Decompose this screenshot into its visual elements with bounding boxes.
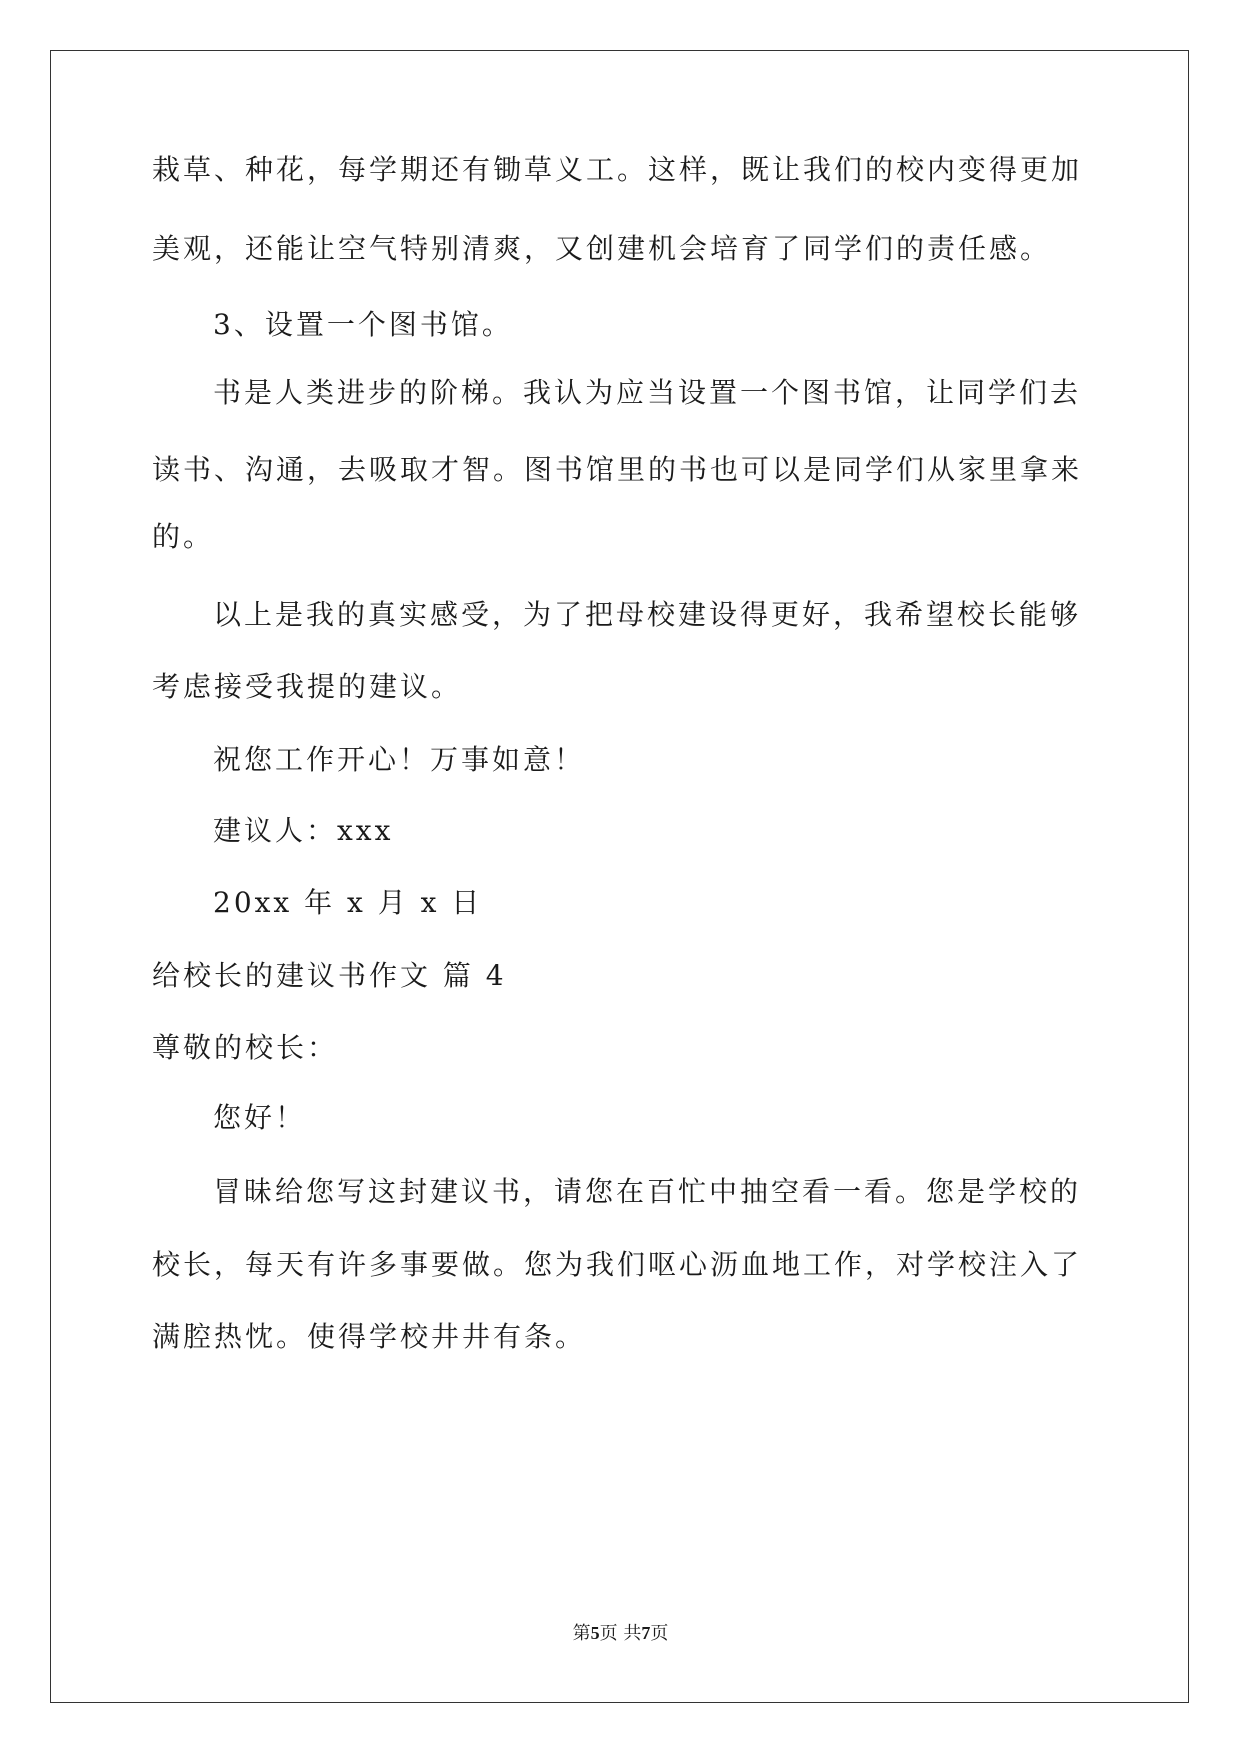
section-heading: 3、设置一个图书馆。 [213, 308, 513, 341]
greeting: 您好！ [213, 1101, 307, 1134]
page-border [50, 50, 1189, 1703]
footer-mid: 页 共 [599, 1623, 642, 1644]
closing-wish: 祝您工作开心！万事如意！ [213, 743, 586, 776]
body-line: 书是人类进步的阶梯。我认为应当设置一个图书馆，让同学们去 [213, 376, 1082, 409]
body-line: 栽草、种花，每学期还有锄草义工。这样，既让我们的校内变得更加 [152, 153, 1083, 186]
body-line: 校长，每天有许多事要做。您为我们呕心沥血地工作，对学校注入了 [152, 1248, 1083, 1281]
body-line: 美观，还能让空气特别清爽，又创建机会培育了同学们的责任感。 [152, 232, 1052, 265]
body-line: 满腔热忱。使得学校井井有条。 [152, 1320, 587, 1353]
footer-prefix: 第 [572, 1623, 591, 1644]
salutation: 尊敬的校长： [152, 1031, 339, 1064]
signature: 建议人：xxx [213, 814, 394, 847]
body-line: 冒昧给您写这封建议书，请您在百忙中抽空看一看。您是学校的 [213, 1175, 1082, 1208]
article-title: 给校长的建议书作文 篇 4 [152, 959, 507, 992]
current-page-number: 5 [590, 1623, 600, 1643]
page-footer [0, 1622, 1241, 1645]
footer-suffix: 页 [650, 1623, 669, 1644]
body-line: 的。 [152, 520, 215, 553]
body-line: 考虑接受我提的建议。 [152, 670, 463, 703]
total-page-number: 7 [641, 1623, 651, 1643]
body-line: 以上是我的真实感受，为了把母校建设得更好，我希望校长能够 [213, 598, 1082, 631]
date: 20xx 年 x 月 x 日 [213, 886, 483, 919]
body-line: 读书、沟通，去吸取才智。图书馆里的书也可以是同学们从家里拿来 [152, 453, 1083, 486]
